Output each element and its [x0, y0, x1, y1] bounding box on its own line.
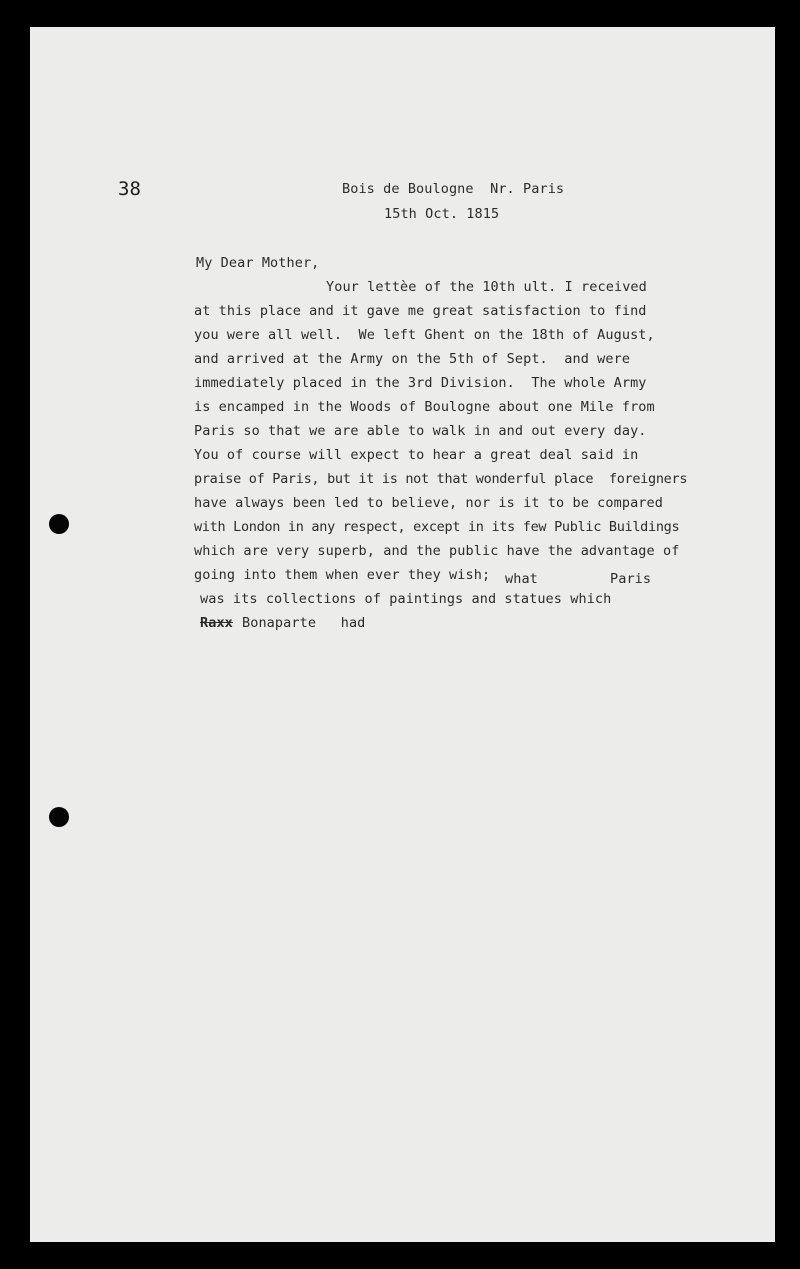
letter-line: and arrived at the Army on the 5th of Sept. and were [194, 351, 631, 367]
letter-line: Paris so that we are able to walk in and out every day. [194, 423, 647, 439]
address-date: 15th Oct. 1815 [384, 206, 500, 222]
document-page [30, 27, 775, 1242]
punch-hole [49, 514, 69, 534]
letter-line: was its collections of paintings and statues which [200, 591, 612, 607]
letter-line: going into them when ever they wish; [194, 567, 491, 583]
letter-line: is encamped in the Woods of Boulogne about one Mile from [194, 399, 655, 415]
punch-hole [49, 807, 69, 827]
letter-line: immediately placed in the 3rd Division. The whole Army [194, 375, 647, 391]
letter-line: which are very superb, and the public have the advantage of [194, 543, 680, 559]
letter-line: have always been led to believe, nor is it to be compared [194, 495, 663, 511]
address-line-1: Bois de Boulogne Nr. Paris [342, 181, 565, 197]
letter-line: praise of Paris, but it is not that wonderful place foreigners [194, 471, 688, 487]
salutation: My Dear Mother, [196, 255, 320, 271]
letter-line: with London in any respect, except in its few Public Buildings [194, 519, 680, 535]
letter-line: at this place and it gave me great satisfaction to find [194, 303, 647, 319]
letter-line: Your lettèe of the 10th ult. I received [326, 279, 647, 295]
letter-line: you were all well. We left Ghent on the 18th of August, [194, 327, 655, 343]
inserted-word-paris: Paris [610, 571, 652, 587]
letter-line: Bonaparte had [242, 615, 366, 631]
letter-line: You of course will expect to hear a great deal said in [194, 447, 639, 463]
struck-word: Raxx [200, 615, 233, 631]
inserted-word-what: what [505, 571, 538, 587]
page-number: 38 [118, 178, 141, 200]
